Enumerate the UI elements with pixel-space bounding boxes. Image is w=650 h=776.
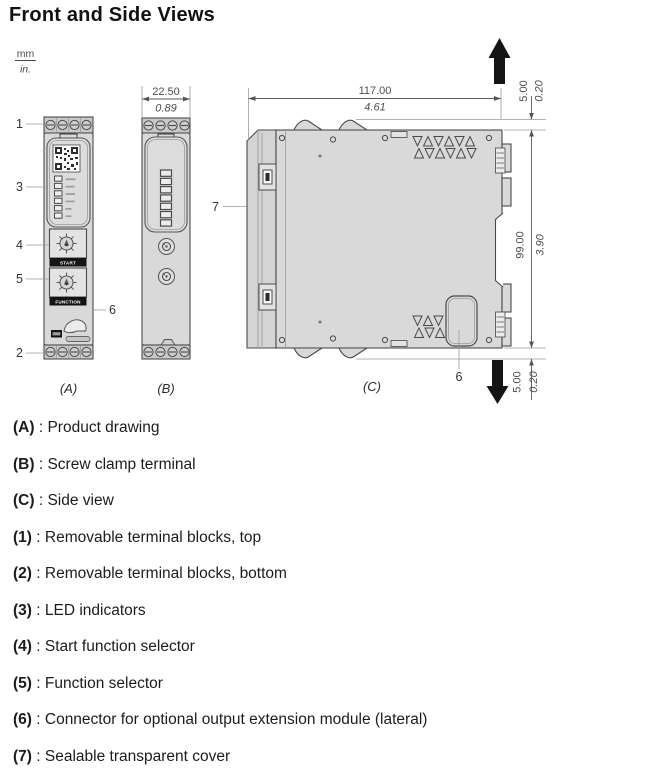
legend-item-1 <box>13 527 643 549</box>
svg-text:mm: mm <box>16 48 35 60</box>
legend-text: Connector for optional output extension module (lateral) <box>44 711 428 728</box>
legend-separator: : <box>31 711 45 728</box>
legend-key: (3) <box>13 601 32 619</box>
callout-5: 5 <box>16 272 23 286</box>
rotary-dial-icon <box>57 273 77 293</box>
view-b-label: (B) <box>157 381 175 396</box>
legend-item-4 <box>13 636 643 658</box>
callout-2: 2 <box>16 346 23 360</box>
svg-text:5.00: 5.00 <box>518 80 530 102</box>
dimension-width-b <box>142 86 190 117</box>
legend <box>13 417 643 776</box>
terminal-block-top <box>142 118 190 133</box>
extension-connector <box>446 296 477 346</box>
legend-item-b <box>13 454 643 476</box>
callout-7: 7 <box>212 200 219 214</box>
svg-text:99.00: 99.00 <box>514 231 527 259</box>
legend-text: Product drawing <box>47 419 160 436</box>
sealable-cover-side <box>247 130 276 348</box>
view-c-label: (C) <box>362 379 382 394</box>
svg-text:0.20: 0.20 <box>533 80 546 102</box>
svg-text:22.50: 22.50 <box>152 86 180 98</box>
legend-key: (C) <box>13 492 35 509</box>
legend-item-a <box>13 417 643 439</box>
led-window <box>161 170 172 226</box>
terminal-block-bottom <box>44 345 93 359</box>
start-function-selector <box>50 229 87 267</box>
legend-key: (5) <box>13 674 32 692</box>
svg-text:4.61: 4.61 <box>364 101 386 114</box>
svg-text:0.20: 0.20 <box>528 371 540 393</box>
units-indicator <box>15 48 36 76</box>
legend-text: Screw clamp terminal <box>47 455 196 473</box>
height-dim <box>515 231 547 259</box>
qr-code <box>53 145 80 172</box>
view-a-front-drawing <box>44 117 93 396</box>
legend-separator: : <box>34 419 48 436</box>
legend-text: Sealable transparent cover <box>44 747 231 765</box>
legend-text: Side view <box>47 492 114 509</box>
legend-item-2 <box>13 563 643 585</box>
page-title: Front and Side Views <box>9 4 215 26</box>
bottom-slot <box>391 341 407 347</box>
seal-slot <box>66 337 90 342</box>
legend-separator: : <box>31 747 45 765</box>
cover-clip <box>259 284 276 310</box>
legend-separator: : <box>31 528 45 546</box>
view-a-label: (A) <box>59 381 78 396</box>
view-c-side-drawing <box>247 38 547 404</box>
rotary-dial-icon <box>57 234 77 254</box>
legend-key: (4) <box>13 638 32 655</box>
terminal-block-top <box>44 117 93 133</box>
cover-clip <box>259 164 276 190</box>
callout-3: 3 <box>16 180 23 194</box>
legend-text: LED indicators <box>44 601 146 619</box>
svg-text:in.: in. <box>19 63 32 76</box>
legend-text: Removable terminal blocks, bottom <box>44 565 287 582</box>
legend-key: (6) <box>13 711 32 728</box>
legend-separator: : <box>31 601 45 619</box>
sealed-selector-screw-icon <box>159 269 175 285</box>
svg-text:117.00: 117.00 <box>358 85 392 97</box>
legend-item-6 <box>13 709 643 731</box>
legend-separator: : <box>31 674 45 692</box>
sealed-selector-screw-icon <box>159 239 175 255</box>
svg-text:5.00: 5.00 <box>511 371 524 393</box>
callout-1: 1 <box>16 117 23 131</box>
legend-text: Function selector <box>44 674 163 692</box>
svg-text:START: START <box>60 260 76 266</box>
legend-separator: : <box>34 455 48 473</box>
callout-6: 6 <box>109 303 116 317</box>
view-b-terminal-drawing <box>142 86 190 396</box>
clearance-bottom-dim <box>512 370 541 392</box>
legend-item-7 <box>13 746 643 768</box>
legend-item-c <box>13 490 643 512</box>
up-arrow-icon <box>489 38 511 84</box>
legend-separator: : <box>31 638 45 655</box>
legend-key: (2) <box>13 565 32 582</box>
legend-separator: : <box>31 565 45 582</box>
legend-key: (B) <box>13 455 35 473</box>
legend-text: Start function selector <box>44 638 195 655</box>
down-arrow-icon <box>487 360 509 404</box>
legend-key: (1) <box>13 528 32 546</box>
legend-key: (7) <box>13 747 32 765</box>
brand-label <box>51 330 62 338</box>
terminal-block-bottom <box>142 345 190 359</box>
top-slot <box>391 132 407 138</box>
legend-item-3 <box>13 600 643 622</box>
svg-text:0.89: 0.89 <box>155 102 177 115</box>
legend-separator: : <box>34 492 48 509</box>
callout-6-side: 6 <box>455 370 463 384</box>
svg-text:FUNCTION: FUNCTION <box>55 299 81 305</box>
legend-key: (A) <box>13 419 35 436</box>
function-selector <box>50 268 87 306</box>
legend-text: Removable terminal blocks, top <box>44 528 262 546</box>
legend-item-5 <box>13 673 643 695</box>
svg-text:3.90: 3.90 <box>534 234 547 256</box>
callout-4: 4 <box>16 238 23 252</box>
